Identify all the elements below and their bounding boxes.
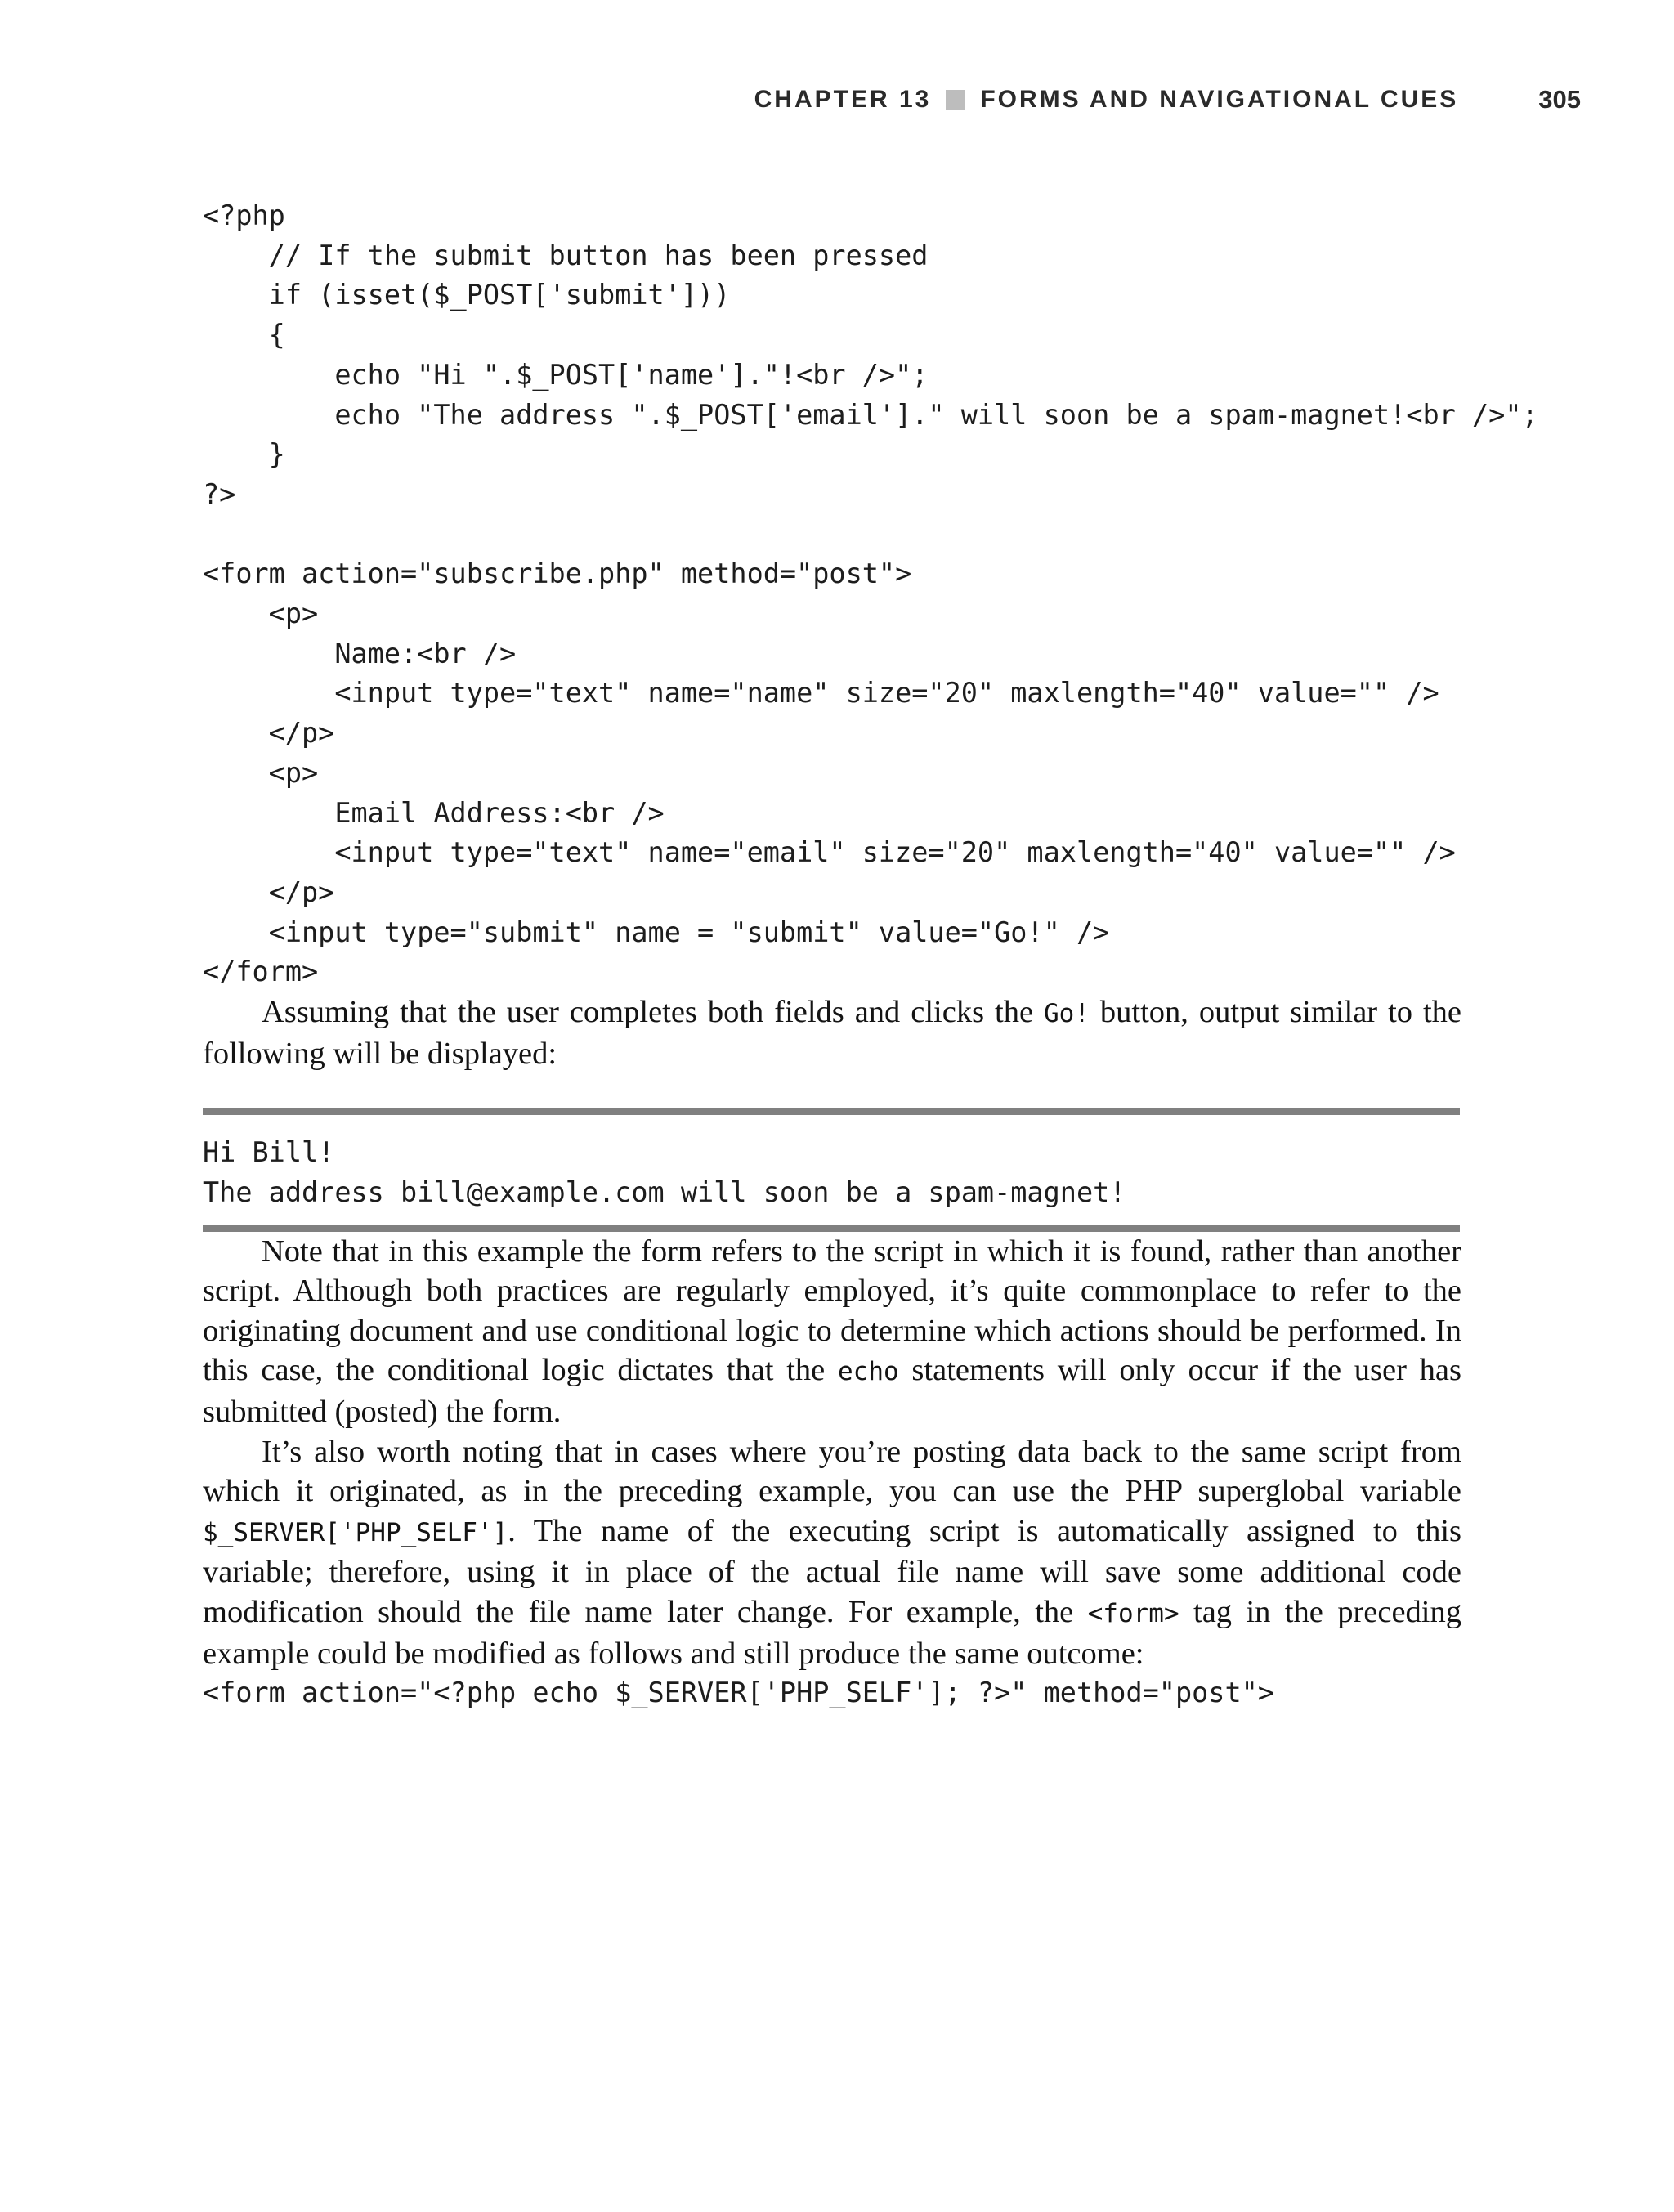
output-block bbox=[203, 1108, 1460, 1231]
square-bullet-icon bbox=[946, 90, 965, 110]
paragraph-text: statements will only occur if the user has submitted (posted) the form. bbox=[203, 1353, 1461, 1430]
section-title: FORMS AND NAVIGATIONAL CUES bbox=[980, 86, 1459, 113]
paragraph-assuming bbox=[203, 992, 1461, 1073]
paragraph-text: It’s also worth noting that in cases where you’re posting data back to the same script from which it originated, as in the preceding example, you can use the PHP superglobal variable bbox=[203, 1434, 1461, 1509]
inline-code-echo: echo bbox=[838, 1357, 899, 1387]
chapter-label: CHAPTER 13 bbox=[754, 86, 932, 113]
paragraph-note bbox=[203, 1232, 1461, 1432]
paragraph-text: . The name of the executing script is automatically assigned to this variable; therefore, using it in place of the actual file name will save some additional code modification should the file name later change. For example, the bbox=[203, 1513, 1461, 1629]
page-content bbox=[203, 196, 1538, 1713]
paragraph-php-self bbox=[203, 1432, 1461, 1674]
output-text: Hi Bill! The address bill@example.com will soon be a spam-magnet! bbox=[203, 1136, 1126, 1208]
php-form-code-listing: <?php // If the submit button has been pressed if (isset($_POST['submit'])) { echo "Hi ".$_POST['name']."!<br />"; echo "The address ".$_POST['email']." will soon be a spam-magnet!<br />"; } ?> <form action="subscribe.php" method="post"> <p> Name:<br /> <input type="text" name="name" size="20" maxlength="40" value="" /> </p> <p> Email Address:<br /> <input type="text" name="email" size="20" maxlength="40" value="" /> </p> <input type="submit" name = "submit" value="Go!" /> </form> bbox=[203, 199, 1538, 988]
paragraph-text: Assuming that the user completes both fields and clicks the bbox=[262, 995, 1044, 1030]
running-header bbox=[0, 82, 1581, 118]
inline-code-form-tag: <form> bbox=[1087, 1599, 1179, 1628]
paragraph-text: tag in the preceding example could be modified as follows and still produce the same outcome: bbox=[203, 1595, 1461, 1671]
paragraph-text: Note that in this example the form refers to the script in which it is found, rather than another script. Although both practices are regularly employed, it’s quite commonplace to refer to the originating document and use conditional logic to determine which actions should be performed. In this case, the conditional logic dictates that the bbox=[203, 1234, 1461, 1388]
inline-code-go: Go! bbox=[1043, 999, 1090, 1029]
paragraph-text: button, output similar to the following will be displayed: bbox=[203, 995, 1461, 1071]
inline-code-php-self: $_SERVER['PHP_SELF'] bbox=[203, 1517, 508, 1547]
form-action-code-line: <form action="<?php echo $_SERVER['PHP_SELF']; ?>" method="post"> bbox=[203, 1677, 1274, 1709]
page-number: 305 bbox=[1538, 85, 1581, 114]
